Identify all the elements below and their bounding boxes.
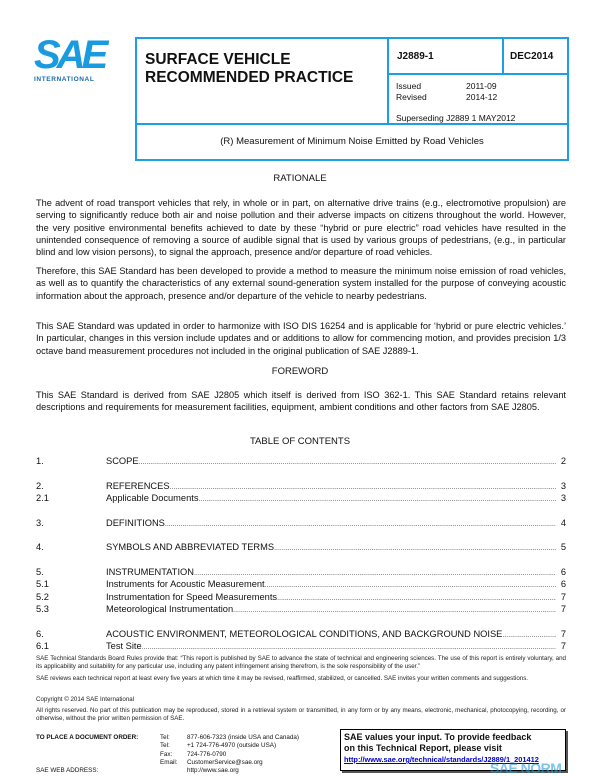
- contact-value: 877-606-7323 (inside USA and Canada): [187, 734, 300, 741]
- contact-row: [160, 751, 299, 759]
- toc-number: 6.1: [36, 641, 49, 651]
- toc-entry[interactable]: [36, 542, 566, 555]
- feedback-line2: on this Technical Report, please visit: [344, 743, 502, 753]
- toc-entry[interactable]: [36, 604, 566, 617]
- contact-label: Tel:: [160, 734, 170, 741]
- toc-title: Applicable Documents: [106, 493, 199, 503]
- table-of-contents: [36, 456, 566, 654]
- toc-heading: TABLE OF CONTENTS: [249, 436, 351, 447]
- toc-entry[interactable]: [36, 567, 566, 580]
- contact-row: [160, 742, 299, 750]
- rationale-heading: RATIONALE: [273, 173, 327, 184]
- toc-leader: [165, 521, 556, 528]
- toc-page: 2: [560, 456, 566, 466]
- toc-title: Instruments for Acoustic Measurement: [106, 579, 265, 589]
- toc-title: Test Site: [106, 641, 142, 651]
- toc-leader: [170, 484, 556, 491]
- revised-value: 2014-12: [466, 92, 498, 102]
- toc-title: Instrumentation for Speed Measurements: [106, 591, 278, 602]
- contact-row: [160, 767, 299, 775]
- toc-page: 7: [560, 628, 566, 639]
- issue-info: [389, 75, 567, 125]
- toc-page: 3: [560, 493, 566, 503]
- toc-number: 1.: [36, 456, 44, 466]
- toc-number: 4.: [36, 542, 44, 552]
- toc-title: Meteorological Instrumentation: [106, 604, 234, 614]
- toc-title: REFERENCES: [106, 480, 170, 491]
- toc-entry[interactable]: [36, 456, 566, 469]
- toc-entry[interactable]: [36, 592, 566, 605]
- toc-title: SYMBOLS AND ABBREVIATED TERMS: [106, 542, 275, 552]
- superseding: Superseding J2889 1 MAY2012: [396, 113, 516, 123]
- rationale-paragraph: This SAE Standard was updated in order to harmonize with ISO DIS 16254 and is applicable for ‘hybrid or pure electric vehicles.’ In particular, changes in this version include updates and or additions to allow for commencing motion, and provides precision 1/3 octave band measurement procedures not included in the original publication of SAE J2889-1.: [36, 321, 566, 356]
- notice-review: SAE reviews each technical report at least every five years at which time it may be revised, reaffirmed, stabilized, or cancelled. SAE invites your written comments and suggestions.: [36, 675, 529, 682]
- toc-leader: [277, 595, 556, 602]
- toc-number: 5.1: [36, 579, 49, 589]
- toc-leader: [274, 545, 556, 552]
- contact-list: [160, 734, 299, 775]
- toc-entry[interactable]: [36, 493, 566, 506]
- copyright: Copyright © 2014 SAE International: [36, 696, 135, 703]
- toc-leader: [139, 459, 556, 466]
- doc-date: DEC2014: [504, 39, 567, 75]
- contact-value: http://www.sae.org: [187, 767, 239, 775]
- toc-title: DEFINITIONS: [106, 517, 165, 528]
- toc-number: 2.1: [36, 493, 49, 503]
- notice-rules: SAE Technical Standards Board Rules provide that: “This report is published by SAE to advance the state of technical and engineering sciences. The use of this report is entirely voluntary, and its applicability and suitability for any particular use, including any patent infringement arising therefrom, is the sole responsibility of the user.”: [36, 655, 566, 670]
- logo-subtitle: INTERNATIONAL: [34, 76, 95, 83]
- toc-entry[interactable]: [36, 518, 566, 531]
- toc-title: INSTRUMENTATION: [106, 566, 194, 577]
- logo-mark: SAE: [34, 33, 105, 77]
- sae-logo: [34, 33, 114, 86]
- toc-page: 7: [560, 641, 566, 651]
- toc-number: 3.: [36, 517, 44, 528]
- toc-page: 4: [560, 517, 566, 528]
- toc-entry[interactable]: [36, 481, 566, 494]
- rights-notice: All rights reserved. No part of this publication may be reproduced, stored in a retrieval system or transmitted, in any form or by any means, electronic, mechanical, photocopying, recording, or otherwise, without the prior written permission of SAE.: [36, 707, 566, 722]
- contact-label: Fax:: [160, 750, 173, 758]
- toc-number: 6.: [36, 628, 44, 639]
- watermark-logo: SAE NORM: [490, 760, 562, 776]
- contact-value: CustomerService@sae.org: [187, 758, 263, 766]
- doc-type-line2: RECOMMENDED PRACTICE: [145, 69, 354, 86]
- doc-type-line1: SURFACE VEHICLE: [145, 51, 291, 68]
- toc-title: SCOPE: [106, 456, 139, 466]
- feedback-line1: SAE values your input. To provide feedback: [344, 732, 532, 742]
- issued-label: Issued: [396, 81, 422, 91]
- order-label: TO PLACE A DOCUMENT ORDER:: [36, 734, 139, 741]
- contact-value: 724-776-0790: [187, 750, 227, 758]
- toc-entry[interactable]: [36, 629, 566, 642]
- doc-number: J2889-1: [389, 39, 504, 75]
- contact-value: +1 724-776-4970 (outside USA): [187, 742, 277, 750]
- toc-number: 2.: [36, 480, 44, 491]
- toc-leader: [142, 644, 556, 651]
- issued-value: 2011-09: [466, 81, 497, 91]
- toc-leader: [199, 496, 556, 503]
- order-labels: [36, 734, 138, 776]
- toc-page: 3: [560, 480, 566, 491]
- revised-label: Revised: [396, 92, 427, 102]
- web-address-label: SAE WEB ADDRESS:: [36, 767, 99, 775]
- toc-number: 5.3: [36, 604, 49, 614]
- contact-row: [160, 759, 299, 767]
- toc-entry[interactable]: [36, 641, 566, 654]
- toc-title: ACOUSTIC ENVIRONMENT, METEOROLOGICAL CONDITIONS, AND BACKGROUND NOISE: [106, 628, 503, 639]
- contact-label: Tel:: [160, 742, 170, 750]
- toc-leader: [265, 582, 556, 589]
- toc-entry[interactable]: [36, 579, 566, 592]
- rationale-paragraph: Therefore, this SAE Standard has been developed to provide a method to measure the minimum noise emission of road vehicles, as well as to quantify the characteristics of any external sound-generation system installed for the purpose of conveying acoustic information about the approach, presence and/or departure of the vehicle to nearby pedestrians.: [36, 266, 566, 301]
- toc-page: 7: [560, 604, 566, 614]
- foreword-heading: FOREWORD: [271, 366, 329, 377]
- toc-page: 6: [560, 579, 566, 589]
- foreword-text: This SAE Standard is derived from SAE J2805 which itself is derived from ISO 362-1. This SAE Standard retains relevant descriptions and requirements for measurement facilities, equipment, ambient conditions and other factors from SAE J2805.: [36, 390, 566, 413]
- contact-row: [160, 734, 299, 742]
- toc-leader: [502, 632, 556, 639]
- doc-type: [137, 39, 389, 125]
- document-title: (R) Measurement of Minimum Noise Emitted by Road Vehicles: [220, 136, 484, 147]
- document-header-box: [135, 37, 569, 161]
- toc-page: 7: [560, 591, 566, 602]
- toc-number: 5.: [36, 566, 44, 577]
- toc-page: 6: [560, 566, 566, 577]
- contact-label: Email:: [160, 758, 178, 766]
- rationale-paragraph: The advent of road transport vehicles that rely, in whole or in part, on alternative drive trains (e.g., electromotive propulsion) are serving to significantly reduce both air and noise pollution and their adverse impacts on citizens throughout the world. However, the very positive environmental benefits achieved to date by these “hybrid or pure electric” road vehicles have resulted in the unintended consequence of removing a source of audible signal that is used by various groups of pedestrians, (e.g., in particular blind and low vision persons), to signal the approach, presence and/or departure of road vehicles.: [36, 198, 566, 258]
- feedback-link[interactable]: http://www.sae.org/technical/standards/J2889/1_201412: [344, 755, 539, 764]
- toc-leader: [233, 607, 556, 614]
- contact-label: [160, 767, 187, 775]
- toc-leader: [194, 570, 556, 577]
- toc-page: 5: [560, 542, 566, 552]
- toc-number: 5.2: [36, 591, 49, 602]
